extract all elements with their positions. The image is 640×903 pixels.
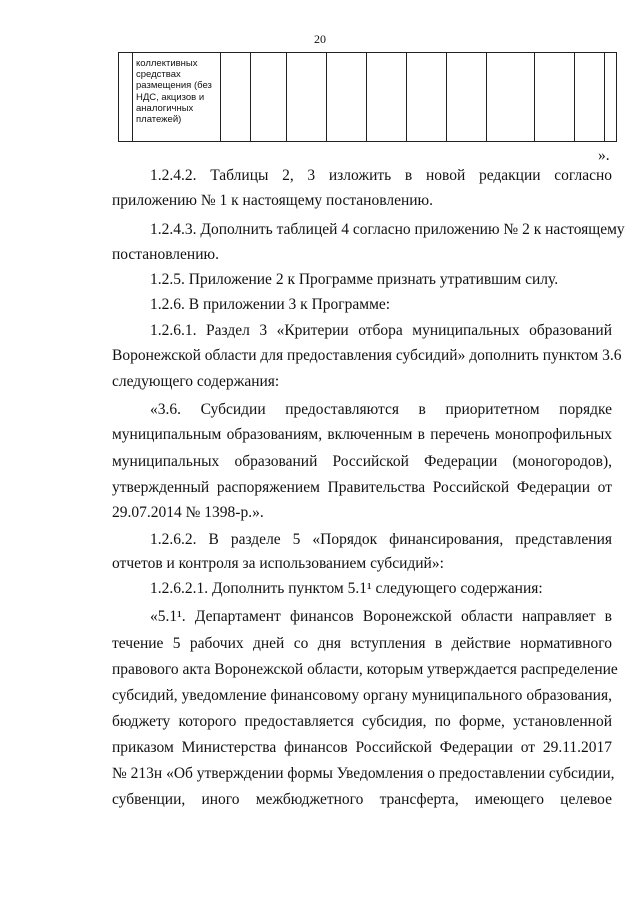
text-line: Воронежской области для предоставления субсидий» дополнить пунктом 3.6 <box>112 347 622 364</box>
table-cell <box>327 53 367 142</box>
text-line: муниципальных образований Российской Федерации (моногородов), <box>112 453 612 470</box>
page-number: 20 <box>314 32 326 46</box>
text-line: № 213н «Об утверждении формы Уведомления о предоставлении субсидии, <box>112 765 615 782</box>
text-line: 1.2.6. В приложении 3 к Программе: <box>150 296 391 313</box>
label-line: коллективных <box>136 58 198 69</box>
text-line: течение 5 рабочих дней со дня вступления в действие нормативного <box>112 635 612 652</box>
text-line: 1.2.4.3. Дополнить таблицей 4 согласно приложению № 2 к настоящему <box>150 221 625 238</box>
text-line: приложению № 1 к настоящему постановлению. <box>112 192 433 209</box>
text-line: 1.2.5. Приложение 2 к Программе признать утратившим силу. <box>150 271 559 288</box>
closing-quote: ». <box>598 147 610 164</box>
table-cell <box>447 53 487 142</box>
label-line: средствах <box>136 69 181 81</box>
text-line: «3.6. Субсидии предоставляются в приоритетном порядке <box>150 401 612 418</box>
label-line: НДС, акцизов и <box>136 91 205 103</box>
table-cell <box>251 53 287 142</box>
table-cell <box>605 53 617 142</box>
text-line: субсидий, уведомление финансовому органу муниципального образования, <box>112 687 612 704</box>
label-line: платежей) <box>136 114 182 126</box>
text-line: утвержденный распоряжением Правительства Российской Федерации от <box>112 479 612 496</box>
table-label-cell <box>133 53 221 142</box>
table-cell <box>535 53 575 142</box>
text-line: 1.2.6.2.1. Дополнить пунктом 5.1¹ следующего содержания: <box>150 580 543 597</box>
text-line: 1.2.6.1. Раздел 3 «Критерии отбора муниципальных образований <box>150 322 612 339</box>
label-line: размещения (без <box>136 80 212 92</box>
table-cell <box>407 53 447 142</box>
text-line: бюджету которого предоставляется субсидия, по форме, установленной <box>112 713 612 730</box>
label-line: аналогичных <box>136 102 194 114</box>
table-cell <box>367 53 407 142</box>
text-line: приказом Министерства финансов Российской Федерации от 29.11.2017 <box>112 739 612 756</box>
text-line: субвенции, иного межбюджетного трансферта, имеющего целевое <box>112 791 612 808</box>
table-cell <box>119 53 133 142</box>
text-line: отчетов и контроля за использованием субсидий»: <box>112 555 444 572</box>
table-fragment <box>118 52 617 142</box>
text-line: правового акта Воронежской области, которым утверждается распределение <box>112 661 618 678</box>
text-line: постановлению. <box>112 246 219 263</box>
text-line: муниципальным образованиям, включенным в перечень монопрофильных <box>112 426 612 443</box>
table-cell <box>487 53 535 142</box>
text-line: 1.2.4.2. Таблицы 2, 3 изложить в новой редакции согласно <box>150 167 612 184</box>
text-line: 1.2.6.2. В разделе 5 «Порядок финансирования, представления <box>150 531 612 548</box>
table-cell <box>287 53 327 142</box>
table-cell <box>221 53 251 142</box>
text-line: 29.07.2014 № 1398-р.». <box>112 504 264 521</box>
table-cell <box>575 53 605 142</box>
text-line: «5.1¹. Департамент финансов Воронежской области направляет в <box>150 608 612 625</box>
text-line: следующего содержания: <box>112 373 280 390</box>
